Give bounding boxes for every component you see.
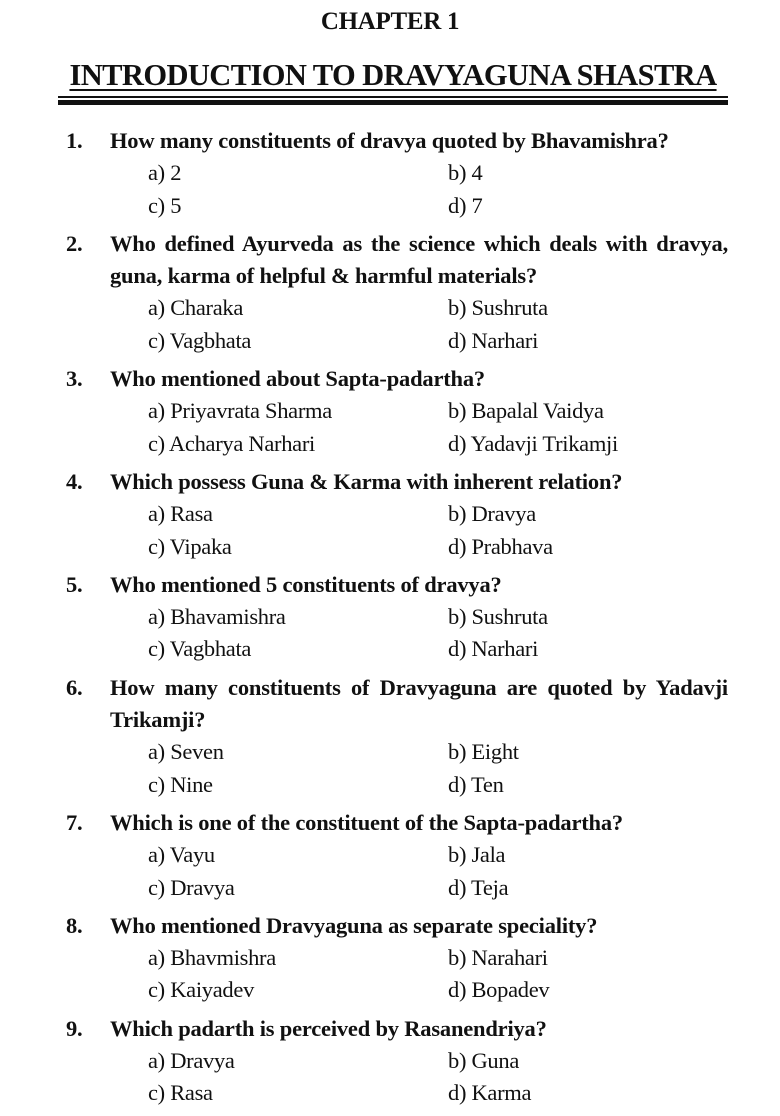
options-grid (66, 395, 728, 460)
option-b: b) Sushruta (448, 295, 548, 321)
options-grid (66, 498, 728, 563)
question-text: Who mentioned Dravyaguna as separate speciality? (110, 912, 598, 938)
option-d: d) Narhari (448, 327, 539, 353)
option-a: a) Rasa (148, 501, 213, 527)
question-line (66, 228, 728, 293)
question-line (66, 363, 728, 395)
question-number: 4. (66, 468, 83, 494)
question-item (66, 228, 728, 357)
question-text: Who defined Ayurveda as the science which deals with dravya, guna, karma of helpful & harmful materials? (110, 230, 728, 289)
question-text: Who mentioned 5 constituents of dravya? (110, 571, 502, 597)
question-line (66, 910, 728, 942)
option-c: c) Kaiyadev (148, 977, 255, 1003)
question-text: Which possess Guna & Karma with inherent relation? (110, 468, 623, 494)
chapter-title: INTRODUCTION TO DRAVYAGUNA SHASTRA (69, 58, 717, 92)
option-a: a) Dravya (148, 1048, 235, 1074)
question-text: Which is one of the constituent of the Sapta-padartha? (110, 809, 623, 835)
option-c: c) Vipaka (148, 533, 232, 559)
options-grid (66, 601, 728, 666)
options-grid (66, 157, 728, 222)
title-divider-thin (58, 96, 728, 98)
question-line (66, 466, 728, 498)
question-text: How many constituents of Dravyaguna are quoted by Yadavji Trikamji? (110, 674, 728, 733)
question-text: Which padarth is perceived by Rasanendriya? (110, 1015, 547, 1041)
options-grid (66, 1045, 728, 1110)
chapter-heading: CHAPTER 1 (320, 8, 460, 35)
option-c: c) Vagbhata (148, 327, 252, 353)
question-line (66, 807, 728, 839)
question-number: 6. (66, 674, 83, 700)
option-a: a) Bhavmishra (148, 945, 276, 971)
option-c: c) Vagbhata (148, 636, 252, 662)
question-number: 8. (66, 912, 83, 938)
option-b: b) Narahari (448, 945, 548, 971)
option-a: a) 2 (148, 160, 182, 186)
option-a: a) Bhavamishra (148, 604, 286, 630)
option-a: a) Vayu (148, 842, 215, 868)
question-list (66, 125, 728, 1116)
question-item (66, 125, 728, 222)
option-a: a) Charaka (148, 295, 244, 321)
option-b: b) 4 (448, 160, 483, 186)
option-d: d) Ten (448, 771, 504, 797)
question-text: How many constituents of dravya quoted by Bhavamishra? (110, 128, 669, 153)
option-b: b) Jala (448, 842, 506, 868)
option-d: d) Teja (448, 874, 509, 900)
option-d: d) Yadavji Trikamji (448, 430, 618, 456)
question-item (66, 910, 728, 1007)
option-b: b) Eight (448, 739, 519, 765)
question-item (66, 466, 728, 563)
question-line (66, 125, 728, 157)
question-number: 5. (66, 571, 83, 597)
option-d: d) Karma (448, 1080, 532, 1106)
option-c: c) Nine (148, 771, 213, 797)
option-b: b) Guna (448, 1048, 520, 1074)
option-d: d) 7 (448, 192, 483, 218)
option-c: c) 5 (148, 192, 182, 218)
title-divider-thick (58, 100, 728, 105)
options-grid (66, 942, 728, 1007)
question-text: Who mentioned about Sapta-padartha? (110, 366, 485, 392)
option-b: b) Bapalal Vaidya (448, 398, 604, 424)
question-item (66, 569, 728, 666)
option-d: d) Narhari (448, 636, 539, 662)
question-line (66, 1013, 728, 1045)
question-item (66, 363, 728, 460)
option-c: c) Dravya (148, 874, 235, 900)
question-number: 3. (66, 366, 83, 392)
question-item (66, 807, 728, 904)
options-grid (66, 292, 728, 357)
question-item (66, 672, 728, 801)
option-d: d) Prabhava (448, 533, 553, 559)
option-a: a) Seven (148, 739, 224, 765)
option-b: b) Dravya (448, 501, 536, 527)
option-b: b) Sushruta (448, 604, 548, 630)
question-number: 2. (66, 230, 83, 256)
option-c: c) Rasa (148, 1080, 213, 1106)
option-d: d) Bopadev (448, 977, 550, 1003)
question-number: 9. (66, 1015, 83, 1041)
question-item (66, 1013, 728, 1110)
options-grid (66, 839, 728, 904)
options-grid (66, 736, 728, 801)
option-a: a) Priyavrata Sharma (148, 398, 332, 424)
question-number: 1. (66, 128, 83, 153)
question-line (66, 569, 728, 601)
question-number: 7. (66, 809, 83, 835)
question-line (66, 672, 728, 737)
option-c: c) Acharya Narhari (148, 430, 315, 456)
